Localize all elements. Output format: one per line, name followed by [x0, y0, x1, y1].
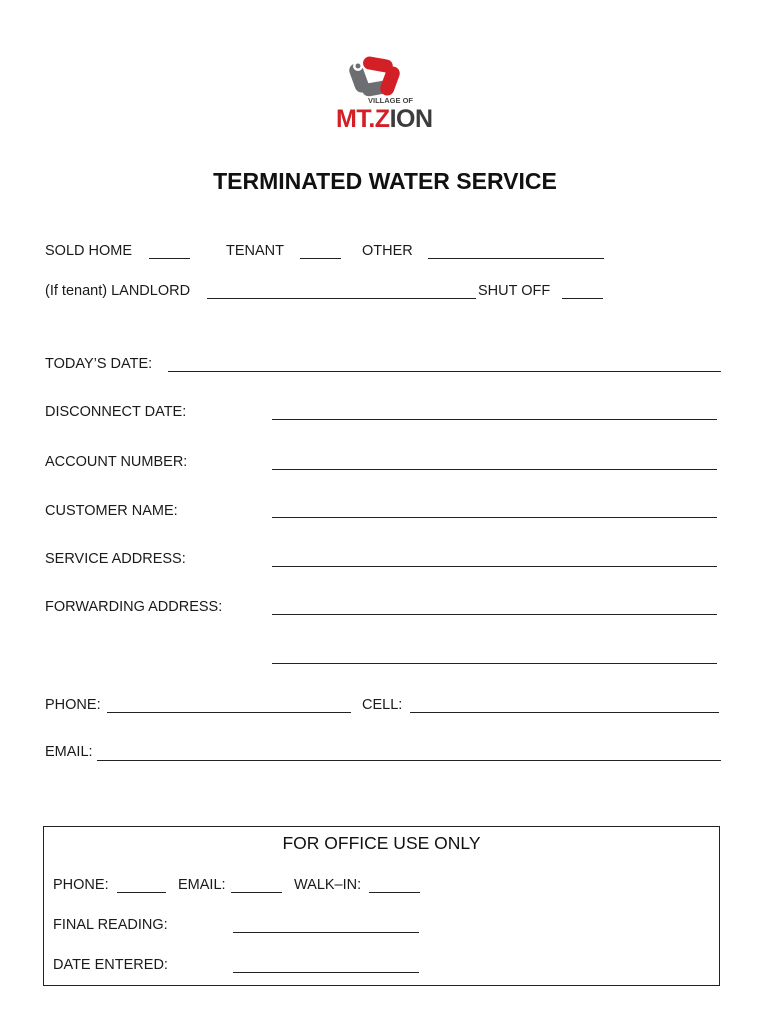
- email-label: EMAIL:: [45, 744, 93, 760]
- tenant-label: TENANT: [226, 243, 284, 259]
- office-phone-label: PHONE:: [53, 877, 109, 893]
- phone-field[interactable]: [107, 712, 351, 713]
- customer-name-label: CUSTOMER NAME:: [45, 503, 178, 519]
- cell-field[interactable]: [410, 712, 719, 713]
- date-entered-field[interactable]: [233, 972, 419, 973]
- logo-small-text: VILLAGE OF: [368, 96, 413, 105]
- office-walk-in-label: WALK–IN:: [294, 877, 362, 893]
- forwarding-address-field[interactable]: [272, 614, 717, 615]
- logo-name: [336, 105, 433, 134]
- service-address-field[interactable]: [272, 566, 717, 567]
- other-label: OTHER: [362, 243, 413, 259]
- date-entered-label: DATE ENTERED:: [53, 957, 168, 973]
- village-logo: [330, 52, 450, 136]
- logo-name-part3: ION: [389, 105, 433, 133]
- service-address-label: SERVICE ADDRESS:: [45, 551, 186, 567]
- todays-date-label: TODAY’S DATE:: [45, 356, 153, 372]
- disconnect-date-field[interactable]: [272, 419, 717, 420]
- forwarding-address-label: FORWARDING ADDRESS:: [45, 599, 223, 615]
- shut-off-label: SHUT OFF: [478, 283, 551, 299]
- office-phone-field[interactable]: [117, 892, 166, 893]
- sold-home-field[interactable]: [149, 258, 190, 259]
- customer-name-field[interactable]: [272, 517, 717, 518]
- office-use-title: FOR OFFICE USE ONLY: [282, 833, 481, 853]
- todays-date-field[interactable]: [168, 371, 721, 372]
- tenant-field[interactable]: [300, 258, 341, 259]
- forwarding-address-field-2[interactable]: [272, 663, 717, 664]
- form-title: TERMINATED WATER SERVICE: [213, 168, 557, 194]
- landlord-label: (If tenant) LANDLORD: [45, 283, 191, 299]
- sold-home-label: SOLD HOME: [45, 243, 133, 259]
- phone-label: PHONE:: [45, 697, 101, 713]
- account-number-field[interactable]: [272, 469, 717, 470]
- other-field[interactable]: [428, 258, 604, 259]
- disconnect-date-label: DISCONNECT DATE:: [45, 404, 187, 420]
- office-email-label: EMAIL:: [178, 877, 226, 893]
- logo-name-part2: Z: [374, 105, 390, 133]
- account-number-label: ACCOUNT NUMBER:: [45, 454, 188, 470]
- office-email-field[interactable]: [231, 892, 282, 893]
- final-reading-label: FINAL READING:: [53, 917, 168, 933]
- office-walk-in-field[interactable]: [369, 892, 420, 893]
- logo-name-part1: MT.: [336, 105, 375, 133]
- email-field[interactable]: [97, 760, 721, 761]
- shut-off-field[interactable]: [562, 298, 603, 299]
- landlord-field[interactable]: [207, 298, 476, 299]
- final-reading-field[interactable]: [233, 932, 419, 933]
- cell-label: CELL:: [362, 697, 403, 713]
